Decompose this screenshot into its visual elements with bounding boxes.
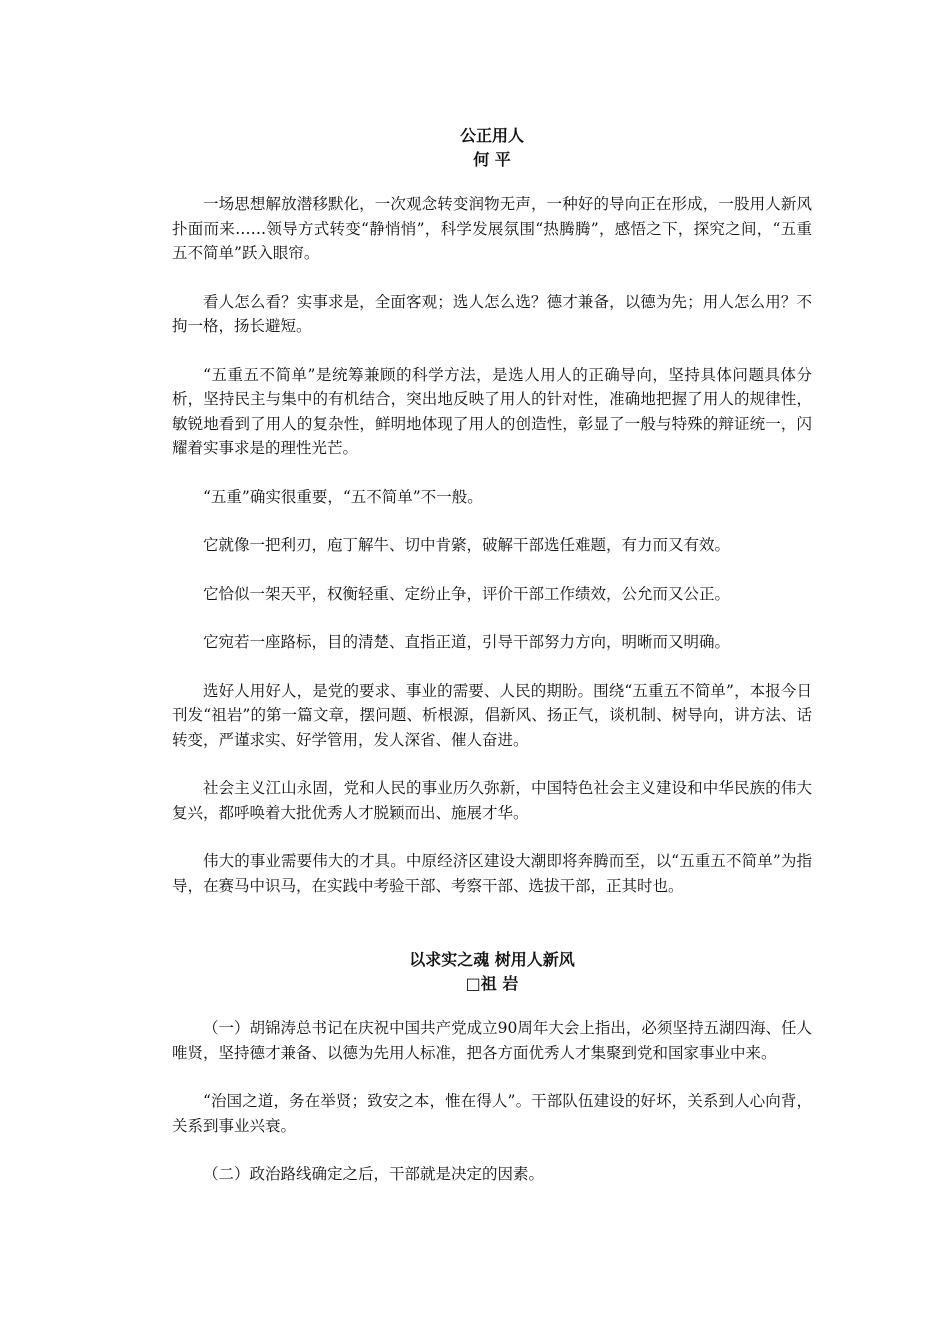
article-author: 何 平 bbox=[473, 150, 511, 169]
article-gongzheng-yongren bbox=[172, 124, 812, 898]
article-title: 公正用人 bbox=[459, 126, 524, 145]
paragraph: 伟大的事业需要伟大的才具。中原经济区建设大潮即将奔腾而至，以“五重五不简单”为指导，在赛马中识马，在实践中考验干部、考察干部、选拔干部，正其时也。 bbox=[172, 852, 812, 895]
paragraph: 看人怎么看？实事求是，全面客观；选人怎么选？德才兼备，以德为先；用人怎么用？不拘一格，扬长避短。 bbox=[172, 292, 812, 335]
paragraph: “五重五不简单”是统筹兼顾的科学方法，是选人用人的正确导向，坚持具体问题具体分析，坚持民主与集中的有机结合，突出地反映了用人的针对性，准确地把握了用人的规律性，敏锐地看到了用人的复杂性，鲜明地体现了用人的创造性，彰显了一般与特殊的辩证统一，闪耀着实事求是的理性光芒。 bbox=[172, 365, 812, 457]
paragraph: （二）政治路线确定之后，干部就是决定的因素。 bbox=[203, 1165, 545, 1183]
paragraph: “治国之道，务在举贤；致安之本，惟在得人”。干部队伍建设的好坏，关系到人心向背，关系到事业兴衰。 bbox=[172, 1092, 812, 1135]
paragraph: “五重”确实很重要，“五不简单”不一般。 bbox=[203, 487, 483, 506]
paragraph: （一）胡锦涛总书记在庆祝中国共产党成立90周年大会上指出，必须坚持五湖四海、任人唯贤，坚持德才兼备、以德为先用人标准，把各方面优秀人才集聚到党和国家事业中来。 bbox=[172, 1019, 812, 1062]
article-title: 以求实之魂 树用人新风 bbox=[409, 950, 575, 969]
document-content bbox=[172, 124, 812, 1211]
paragraph: 一场思想解放潜移默化，一次观念转变润物无声，一种好的导向正在形成，一股用人新风扑面而来……领导方式转变“静悄悄”，科学发展氛围“热腾腾”，感悟之下，探究之间，“五重五不简单”跃入眼帘。 bbox=[172, 195, 812, 262]
paragraph: 它就像一把利刃，庖丁解牛、切中肯綮，破解干部选任难题，有力而又有效。 bbox=[203, 536, 731, 554]
paragraph: 它宛若一座路标，目的清楚、直指正道，引导干部努力方向，明晰而又明确。 bbox=[203, 633, 731, 651]
article-qiushi-zhihun bbox=[172, 948, 812, 1187]
paragraph: 它恰似一架天平，权衡轻重、定纷止争，评价干部工作绩效，公允而又公正。 bbox=[203, 584, 731, 603]
paragraph: 社会主义江山永固，党和人民的事业历久弥新，中国特色社会主义建设和中华民族的伟大复兴，都呼唤着大批优秀人才脱颖而出、施展才华。 bbox=[172, 779, 812, 822]
paragraph: 选好人用好人，是党的要求、事业的需要、人民的期盼。围绕“五重五不简单”，本报今日刊发“祖岩”的第一篇文章，摆问题、析根源，倡新风、扬正气，谈机制、树导向，讲方法、话转变，严谨求实、好学管用，发人深省、催人奋进。 bbox=[172, 681, 812, 749]
article-author: □祖 岩 bbox=[465, 974, 519, 993]
